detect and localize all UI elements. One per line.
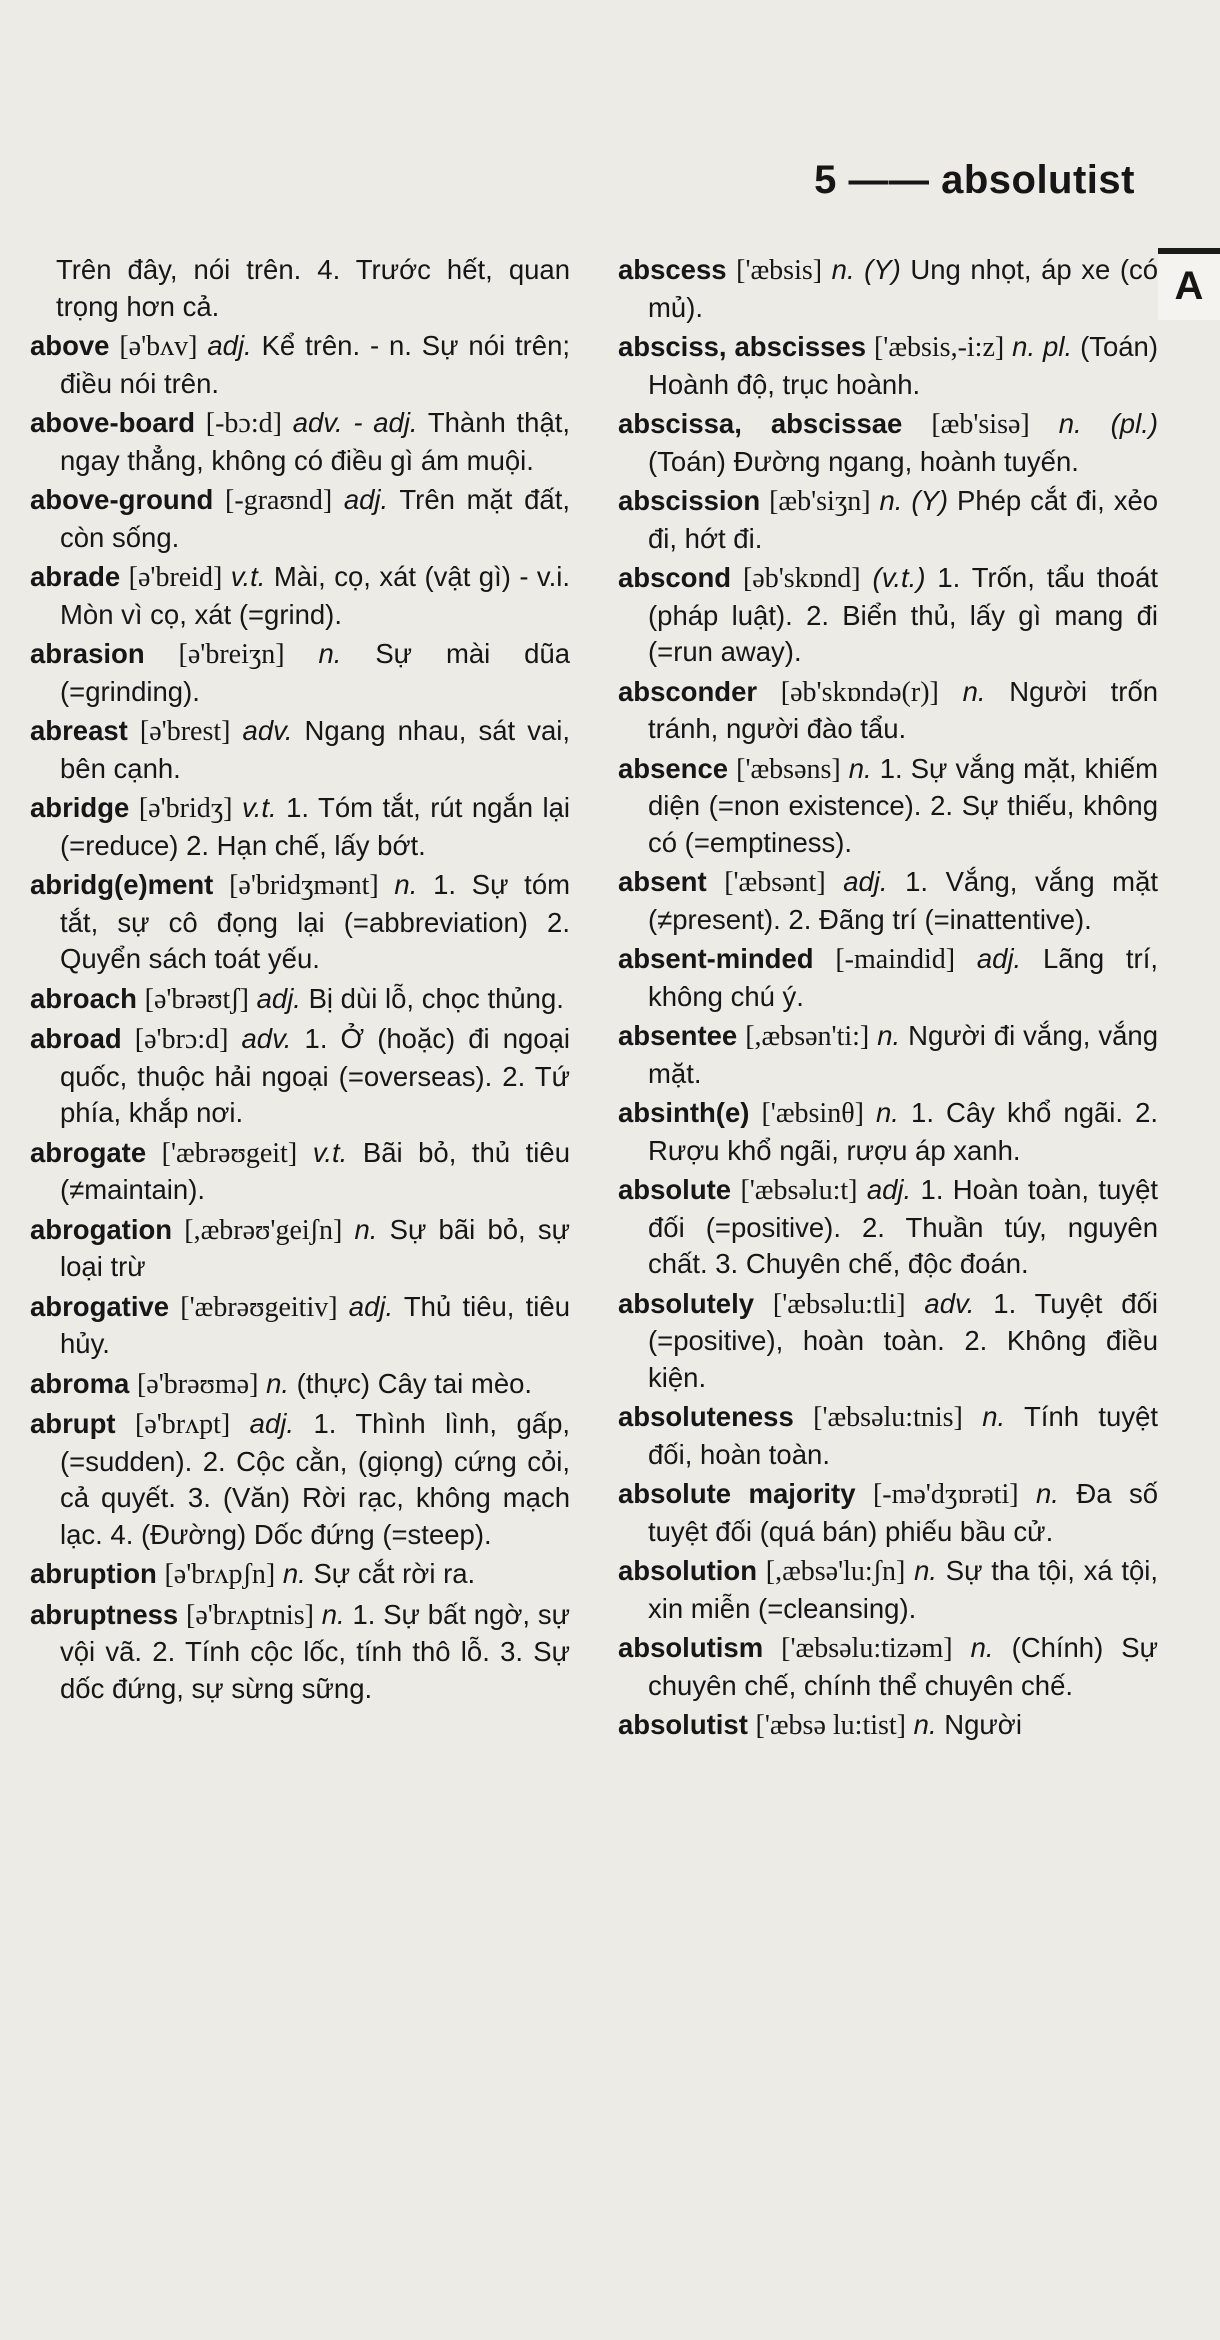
entry-pronunciation: [ə'breiʒn] (178, 639, 285, 670)
entry-definition: Ung nhọt, áp xe (có mủ). (648, 254, 1159, 323)
dictionary-entry (618, 1707, 1158, 1745)
entry-headword: absentee (618, 1020, 738, 1051)
entry-pronunciation: ['æbsəlu:tli] (772, 1288, 906, 1320)
entry-pronunciation: ['æbsəns] (736, 753, 841, 785)
entry-definition: Tính tuyệt đối, hoàn toàn. (648, 1401, 1158, 1470)
entry-grammar: n. (914, 1555, 938, 1586)
entry-grammar: n. (318, 638, 342, 669)
dictionary-entry (30, 981, 570, 1019)
dictionary-entry (618, 751, 1158, 862)
entry-headword: abrogative (30, 1290, 170, 1322)
entry-headword: abroma (30, 1367, 130, 1399)
entry-headword: abridge (30, 792, 130, 823)
entry-grammar: v.t. (230, 561, 266, 592)
entry-pronunciation: [ə'bridʒmənt] (229, 870, 379, 901)
entry-definition: Phép cắt đi, xẻo đi, hớt đi. (648, 485, 1159, 554)
entry-definition: Kể trên. - n. Sự nói trên; điều nói trên. (60, 330, 571, 399)
entry-headword: absolutely (618, 1287, 755, 1319)
entry-headword: abreast (30, 715, 128, 746)
entry-pronunciation: [ə'brɔ:d] (134, 1024, 229, 1055)
dictionary-entry (618, 1630, 1158, 1704)
entry-grammar: adj. (348, 1290, 394, 1322)
entry-headword: abruption (30, 1558, 157, 1589)
entry-grammar: n. (Y) (879, 485, 949, 516)
entry-grammar: n. (Y) (831, 254, 901, 285)
entry-grammar: n. (354, 1213, 378, 1245)
entry-headword: absolutist (618, 1709, 748, 1740)
dictionary-entry (618, 560, 1158, 671)
dictionary-entry (618, 1172, 1158, 1283)
entry-headword: absconder (618, 675, 758, 707)
dictionary-entry (30, 1212, 570, 1286)
entry-grammar: n. (1035, 1478, 1059, 1509)
entry-definition: Trên đây, nói trên. 4. Trước hết, quan trọng hơn cả. (56, 254, 570, 322)
entry-grammar: adv. (924, 1287, 975, 1319)
entry-definition: Sự mài dũa (=grinding). (60, 638, 571, 707)
entry-grammar: n. (877, 1020, 901, 1051)
page-header: 5 —— absolutist (814, 158, 1135, 202)
entry-pronunciation: ['æbrəʊgeit] (161, 1137, 298, 1169)
entry-grammar: n. (962, 675, 986, 707)
entry-headword: abruptness (30, 1598, 179, 1630)
entry-pronunciation: [ə'brest] (139, 716, 231, 747)
dictionary-entry (30, 1135, 570, 1209)
dictionary-entry (30, 713, 570, 787)
entry-grammar: n. (282, 1558, 306, 1589)
entry-headword: above (30, 330, 110, 361)
entry-grammar: adv. (241, 1023, 292, 1054)
entry-headword: abscissa, abscissae (618, 408, 903, 439)
entry-headword: abrasion (30, 638, 145, 669)
entry-definition: (Toán) Hoành độ, trục hoành. (648, 331, 1159, 400)
dictionary-entry (618, 1476, 1158, 1550)
entry-grammar: n. (pl.) (1058, 408, 1159, 439)
entry-pronunciation: [-mə'dʒɒrəti] (872, 1479, 1019, 1510)
dictionary-entry (618, 252, 1158, 326)
entry-definition: 1. Sự bất ngờ, sự vội vã. 2. Tính cộc lốc, tính thô lỗ. 3. Sự dốc đứng, sự sừng sững. (60, 1598, 570, 1704)
entry-grammar: adv. - adj. (292, 407, 418, 438)
entry-definition: (Toán) Đường ngang, hoành tuyến. (648, 445, 1079, 477)
entry-headword: above-ground (30, 484, 214, 515)
entry-definition: 1. Trốn, tẩu thoát (pháp luật). 2. Biển thủ, lấy gì mang đi (=run away). (648, 562, 1159, 667)
entry-grammar: adj. (976, 943, 1022, 974)
right-column (618, 252, 1158, 1748)
dictionary-entry (30, 1597, 570, 1708)
dictionary-entry (30, 1556, 570, 1594)
dictionary-entry (30, 1366, 570, 1404)
dictionary-entry (618, 1095, 1158, 1169)
dictionary-entry (618, 406, 1158, 480)
entry-pronunciation: [æb'siʒn] (769, 486, 871, 517)
entry-grammar: adj. (207, 330, 252, 361)
dictionary-entry (30, 482, 570, 556)
entry-definition: 1. Sự tóm tắt, sự cô đọng lại (=abbreviation) 2. Quyển sách toát yếu. (60, 869, 571, 974)
entry-grammar: n. (266, 1367, 290, 1399)
dictionary-entry (618, 674, 1158, 748)
entry-pronunciation: [əb'skɒnd] (742, 563, 861, 594)
dictionary-entry (30, 405, 570, 479)
dictionary-entry (30, 867, 570, 978)
entry-grammar: (v.t.) (872, 562, 926, 593)
entry-definition: Đa số tuyệt đối (quá bán) phiếu bầu cử. (648, 1478, 1158, 1547)
entry-headword: abscess (618, 254, 727, 285)
entry-headword: abscond (618, 562, 732, 593)
entry-definition: Người (944, 1709, 1022, 1740)
entry-grammar: adj. (866, 1174, 912, 1205)
entry-pronunciation: ['æbsis,-i:z] (873, 332, 1005, 363)
entry-definition: Thủ tiêu, tiêu hủy. (60, 1290, 570, 1359)
entry-pronunciation: ['æbsinθ] (761, 1098, 864, 1129)
entry-grammar: adv. (242, 715, 293, 746)
dictionary-entry (30, 559, 570, 633)
entry-headword: absoluteness (618, 1401, 794, 1432)
entry-grammar: adj. (843, 866, 888, 897)
entry-headword: absent (618, 866, 707, 897)
entry-pronunciation: [əb'skɒndə(r)] (780, 676, 939, 708)
entry-headword: absolutism (618, 1632, 764, 1663)
entry-headword: absinth(e) (618, 1097, 750, 1128)
thumb-index-tab: A (1158, 248, 1220, 320)
dictionary-entry (618, 1399, 1158, 1473)
entry-pronunciation: [,æbsə'lu:ʃn] (765, 1556, 906, 1587)
dictionary-entry (30, 636, 570, 710)
entry-pronunciation: [ə'brʌpʃn] (164, 1559, 276, 1590)
entry-definition: 1. Ở (hoặc) đi ngoại quốc, thuộc hải ngoại (=overseas). 2. Tứ phía, khắp nơi. (60, 1023, 570, 1128)
entry-pronunciation: [ə'brʌpt] (135, 1409, 231, 1440)
entry-headword: abrogation (30, 1213, 173, 1245)
entry-definition: 1. Thình lình, gấp, (=sudden). 2. Cộc cằn, (giọng) cứng cỏi, cả quyết. 3. (Văn) Rời rạc, không mạch lạc. 4. (Đường) Dốc đứng (=steep). (60, 1408, 571, 1550)
entry-headword: abroad (30, 1023, 122, 1054)
dictionary-entry (30, 1289, 570, 1363)
entry-headword: abscission (618, 485, 761, 516)
entry-headword: absolution (618, 1555, 758, 1586)
entry-grammar: n. (848, 752, 872, 784)
entry-pronunciation: [æb'sisə] (931, 409, 1030, 440)
entry-definition: 1. Hoàn toàn, tuyệt đối (=positive). 2. Thuần túy, nguyên chất. 3. Chuyên chế, độc đoán. (648, 1174, 1159, 1279)
dictionary-entry (618, 941, 1158, 1015)
entry-pronunciation: ['æbrəʊgeitiv] (180, 1291, 338, 1323)
entry-headword: absence (618, 752, 729, 784)
entry-pronunciation: ['æbsə lu:tist] (755, 1710, 907, 1741)
entry-definition: Sự tha tội, xá tội, xin miễn (=cleansing). (648, 1555, 1159, 1624)
entry-definition: 1. Sự vắng mặt, khiếm diện (=non existence). 2. Sự thiếu, không có (=emptiness). (648, 752, 1159, 858)
dictionary-entry (618, 1286, 1158, 1397)
entry-definition: Người đi vắng, vắng mặt. (648, 1020, 1159, 1089)
entry-definition: Lãng trí, không chú ý. (648, 943, 1158, 1012)
entry-pronunciation: [ə'bʌv] (119, 331, 198, 362)
entry-definition: (Chính) Sự chuyên chế, chính thể chuyên chế. (648, 1632, 1159, 1701)
entry-pronunciation: ['æbsəlu:tnis] (813, 1402, 963, 1433)
entry-pronunciation: [ə'breid] (128, 562, 223, 593)
entry-pronunciation: ['æbsəlu:t] (740, 1175, 858, 1206)
entry-pronunciation: ['æbsis] (736, 255, 823, 286)
entry-headword: absolute (618, 1174, 732, 1205)
dictionary-entry (618, 1553, 1158, 1627)
entry-headword: abrade (30, 561, 121, 592)
dictionary-entry (30, 252, 570, 325)
entry-pronunciation: [ə'bridʒ] (138, 793, 233, 824)
entry-pronunciation: ['æbsəlu:tizəm] (781, 1633, 953, 1664)
entry-definition: Ngang nhau, sát vai, bên cạnh. (60, 715, 571, 784)
dictionary-entry (618, 1018, 1158, 1092)
entry-headword: above-board (30, 407, 196, 438)
entry-definition: 1. Tuyệt đối (=positive), hoàn toàn. 2. Không điều kiện. (648, 1287, 1158, 1393)
entry-headword: absent-minded (618, 943, 814, 974)
entry-grammar: adj. (249, 1408, 295, 1439)
entry-pronunciation: [ə'brəʊtʃ] (144, 983, 249, 1015)
entry-definition: Sự cắt rời ra. (313, 1558, 476, 1589)
entry-pronunciation: [-graʊnd] (225, 485, 333, 516)
entry-headword: absciss, abscisses (618, 331, 866, 362)
entry-grammar: n. (913, 1709, 937, 1740)
dictionary-entry (618, 329, 1158, 403)
dictionary-entry (30, 1021, 570, 1132)
entry-pronunciation: [,æbsən'ti:] (745, 1021, 870, 1052)
entry-grammar: n. (876, 1097, 899, 1128)
entry-definition: 1. Tóm tắt, rút ngắn lại (=reduce) 2. Hạn chế, lấy bớt. (60, 792, 571, 861)
entry-grammar: v.t. (241, 792, 277, 823)
entry-grammar: n. (982, 1401, 1006, 1432)
left-column (30, 252, 570, 1710)
entry-pronunciation: [-bɔ:d] (205, 408, 282, 439)
dictionary-entry (30, 790, 570, 864)
entry-definition: Mài, cọ, xát (vật gì) - v.i. Mòn vì cọ, xát (=grind). (60, 561, 571, 630)
dictionary-entry (30, 1406, 570, 1553)
entry-definition: Trên mặt đất, còn sống. (60, 484, 571, 553)
entry-grammar: v.t. (312, 1136, 348, 1168)
entry-definition: Bị dùi lỗ, chọc thủng. (308, 982, 564, 1014)
entry-pronunciation: [,æbrəʊ'geiʃn] (184, 1214, 343, 1246)
entry-definition: 1. Cây khổ ngãi. 2. Rượu khổ ngãi, rượu áp xanh. (648, 1097, 1159, 1166)
entry-pronunciation: ['æbsənt] (724, 867, 826, 898)
dictionary-entry (30, 328, 570, 402)
entry-headword: abrupt (30, 1408, 116, 1439)
entry-pronunciation: [ə'brəʊmə] (136, 1368, 259, 1400)
entry-headword: absolute majority (618, 1478, 856, 1509)
dictionary-entry (618, 864, 1158, 938)
entry-definition: Sự bãi bỏ, sự loại trừ (60, 1213, 571, 1282)
entry-pronunciation: [-maindid] (835, 944, 956, 975)
entry-grammar: n. (321, 1598, 345, 1630)
dictionary-entry (618, 483, 1158, 557)
entry-grammar: n. (394, 869, 418, 900)
entry-headword: abridg(e)ment (30, 869, 214, 900)
entry-headword: abroach (30, 982, 137, 1014)
entry-headword: abrogate (30, 1136, 147, 1168)
entry-definition: Người trốn tránh, người đào tẩu. (648, 675, 1159, 744)
entry-definition: 1. Vắng, vắng mặt (≠present). 2. Đãng trí (=inattentive). (648, 866, 1159, 935)
entry-definition: (thực) Cây tai mèo. (296, 1367, 533, 1399)
entry-grammar: adj. (343, 484, 389, 515)
entry-pronunciation: [ə'brʌptnis] (186, 1599, 314, 1631)
entry-grammar: n. (970, 1632, 994, 1663)
entry-definition: Thành thật, ngay thẳng, không có điều gì ám muội. (60, 407, 571, 476)
entry-grammar: adj. (256, 982, 301, 1014)
entry-grammar: n. pl. (1012, 331, 1073, 362)
entry-definition: Bãi bỏ, thủ tiêu (≠maintain). (60, 1136, 570, 1205)
